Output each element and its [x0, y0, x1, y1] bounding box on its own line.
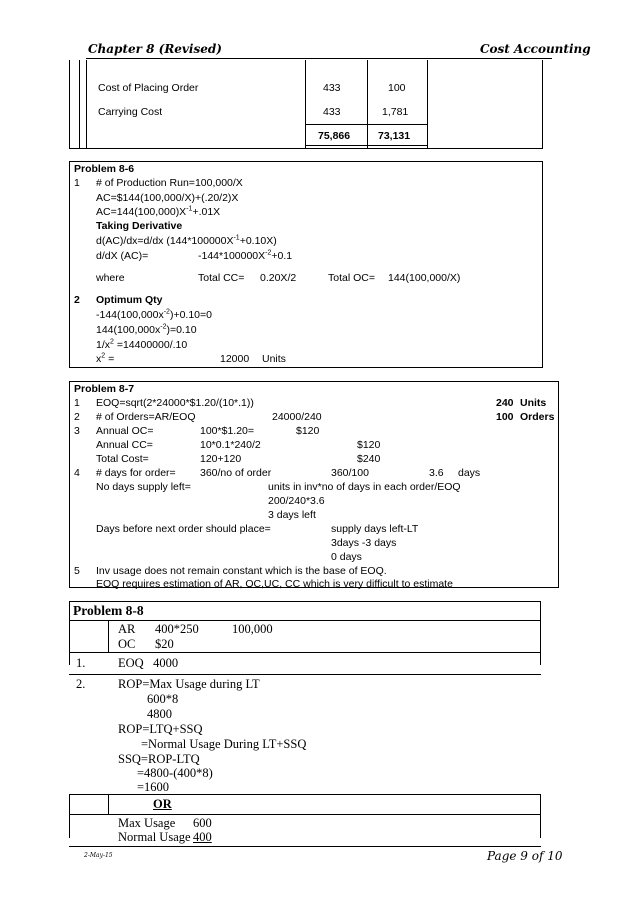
- item-number: 2: [74, 411, 80, 423]
- header-chapter: Chapter 8 (Revised): [88, 42, 222, 56]
- label: Max Usage: [118, 816, 176, 830]
- formula-line: $-144*100000X^{-2}+0.1$: [198, 249, 293, 262]
- text-line: # of Orders=AR/EOQ: [96, 411, 196, 423]
- problem-title: Problem 8-8: [73, 603, 144, 618]
- calc: 200/240*3.6: [268, 495, 325, 507]
- subheading: Optimum Qty: [96, 294, 163, 306]
- header-subject: Cost Accounting: [480, 42, 591, 56]
- result-unit: Units: [262, 353, 286, 365]
- text-line: AC=$144(100,000/X)+(.20/2)X: [96, 192, 239, 204]
- text: No days supply left=: [96, 481, 191, 493]
- problem-title: Problem 8-6: [74, 163, 135, 175]
- calc: 360/no of order: [200, 467, 272, 479]
- result-unit: Orders: [520, 411, 555, 423]
- calc: =1600: [137, 780, 170, 794]
- text: 144(100,000/X): [388, 272, 461, 284]
- item-number: 4: [74, 467, 80, 479]
- calc: 400*250: [155, 622, 199, 636]
- item-number: 1.: [76, 656, 86, 670]
- value: $240: [357, 453, 381, 465]
- page-number: Page 9 of 10: [487, 849, 563, 863]
- result-value: 100: [496, 411, 514, 423]
- item-number: 2.: [76, 677, 86, 691]
- item-number: 2: [74, 294, 80, 306]
- text: Total Cost=: [96, 453, 149, 465]
- formula-line: $-144(100,000x^{-2})+0.10=0$: [96, 308, 212, 321]
- total-value: 73,131: [378, 130, 411, 142]
- label: Normal Usage: [118, 830, 191, 844]
- value: $120: [357, 439, 381, 451]
- value: 600: [193, 816, 212, 830]
- footer-date: 2-May-15: [84, 852, 113, 859]
- calc: 3days -3 days: [331, 537, 397, 549]
- text-line: SSQ=ROP-LTQ: [118, 752, 200, 766]
- row-value: 1,781: [382, 106, 409, 118]
- calc: 360/100: [331, 467, 369, 479]
- calc: =4800-(400*8): [137, 766, 213, 780]
- calc: 100*$1.20=: [200, 425, 255, 437]
- calc: 10*0.1*240/2: [200, 439, 261, 451]
- row-value: 100: [388, 82, 406, 94]
- text: # days for order=: [96, 467, 176, 479]
- eoq-line: EOQ 4000: [118, 656, 179, 670]
- text-line: ROP=LTQ+SSQ: [118, 722, 203, 736]
- text-line: EOQ requires estimation of AR, OC,UC, CC which is very difficult to estimate: [96, 578, 453, 590]
- label: AR: [118, 622, 136, 636]
- item-number: 3: [74, 425, 80, 437]
- item-number: 1: [74, 397, 80, 409]
- value: 100,000: [232, 622, 273, 636]
- value: $120: [296, 425, 320, 437]
- row-label-carrying: Carrying Cost: [98, 106, 163, 118]
- formula-line: d(AC)/dx=d/dx $(144*100000X^{-1}+0.10X)$: [96, 234, 277, 247]
- result-unit: Units: [520, 397, 547, 409]
- item-number: 5: [74, 565, 80, 577]
- calc: 24000/240: [272, 411, 322, 423]
- row-label-placing: Cost of Placing Order: [98, 82, 199, 94]
- unit: days: [458, 467, 481, 479]
- label: OC: [118, 637, 136, 651]
- result-value: 240: [496, 397, 514, 409]
- row-value: 433: [323, 82, 341, 94]
- calc: units in inv*no of days in each order/EOQ: [268, 481, 461, 493]
- calc: 120+120: [200, 453, 242, 465]
- calc: supply days left-LT: [331, 523, 419, 535]
- value: 3.6: [429, 467, 444, 479]
- calc: 4800: [147, 707, 172, 721]
- formula-label: d/dX (AC)=: [96, 250, 149, 262]
- text: Total OC=: [328, 272, 375, 284]
- value: $20: [155, 637, 174, 651]
- text: Days before next order should place=: [96, 523, 271, 535]
- formula-line: $AC=144(100,000)X^{-1}+.01X$: [96, 205, 221, 218]
- total-value: 75,866: [318, 130, 351, 142]
- text: 0.20X/2: [260, 272, 297, 284]
- row-value: 433: [323, 106, 341, 118]
- text-line: EOQ=sqrt(2*24000*$1.20/(10*.1)): [96, 397, 254, 409]
- text-line: # of Production Run=100,000/X: [96, 177, 243, 189]
- value: 400: [193, 830, 212, 844]
- text: Total CC=: [198, 272, 245, 284]
- text-line: Inv usage does not remain constant which is the base of EOQ.: [96, 565, 387, 577]
- item-number: 1: [74, 177, 80, 189]
- text: where: [96, 272, 125, 284]
- text-line: ROP=Max Usage during LT: [118, 677, 260, 691]
- header-rule: [86, 58, 552, 59]
- footer-rule: [69, 846, 541, 847]
- formula-line: $x^2$ =: [96, 352, 115, 365]
- formula-line: $144(100,000x^{-2})=0.10$: [96, 323, 197, 336]
- calc: 600*8: [147, 692, 179, 706]
- formula-line: $1/x^2 =14400000/.10$: [96, 338, 188, 351]
- or-heading: OR: [153, 797, 172, 811]
- text-line: =Normal Usage During LT+SSQ: [141, 737, 307, 751]
- text: Annual CC=: [96, 439, 153, 451]
- calc: 3 days left: [268, 509, 316, 521]
- problem-title: Problem 8-7: [74, 383, 135, 395]
- calc: 0 days: [331, 551, 362, 563]
- subheading: Taking Derivative: [96, 220, 183, 232]
- text: Annual OC=: [96, 425, 154, 437]
- result-value: 12000: [220, 353, 250, 365]
